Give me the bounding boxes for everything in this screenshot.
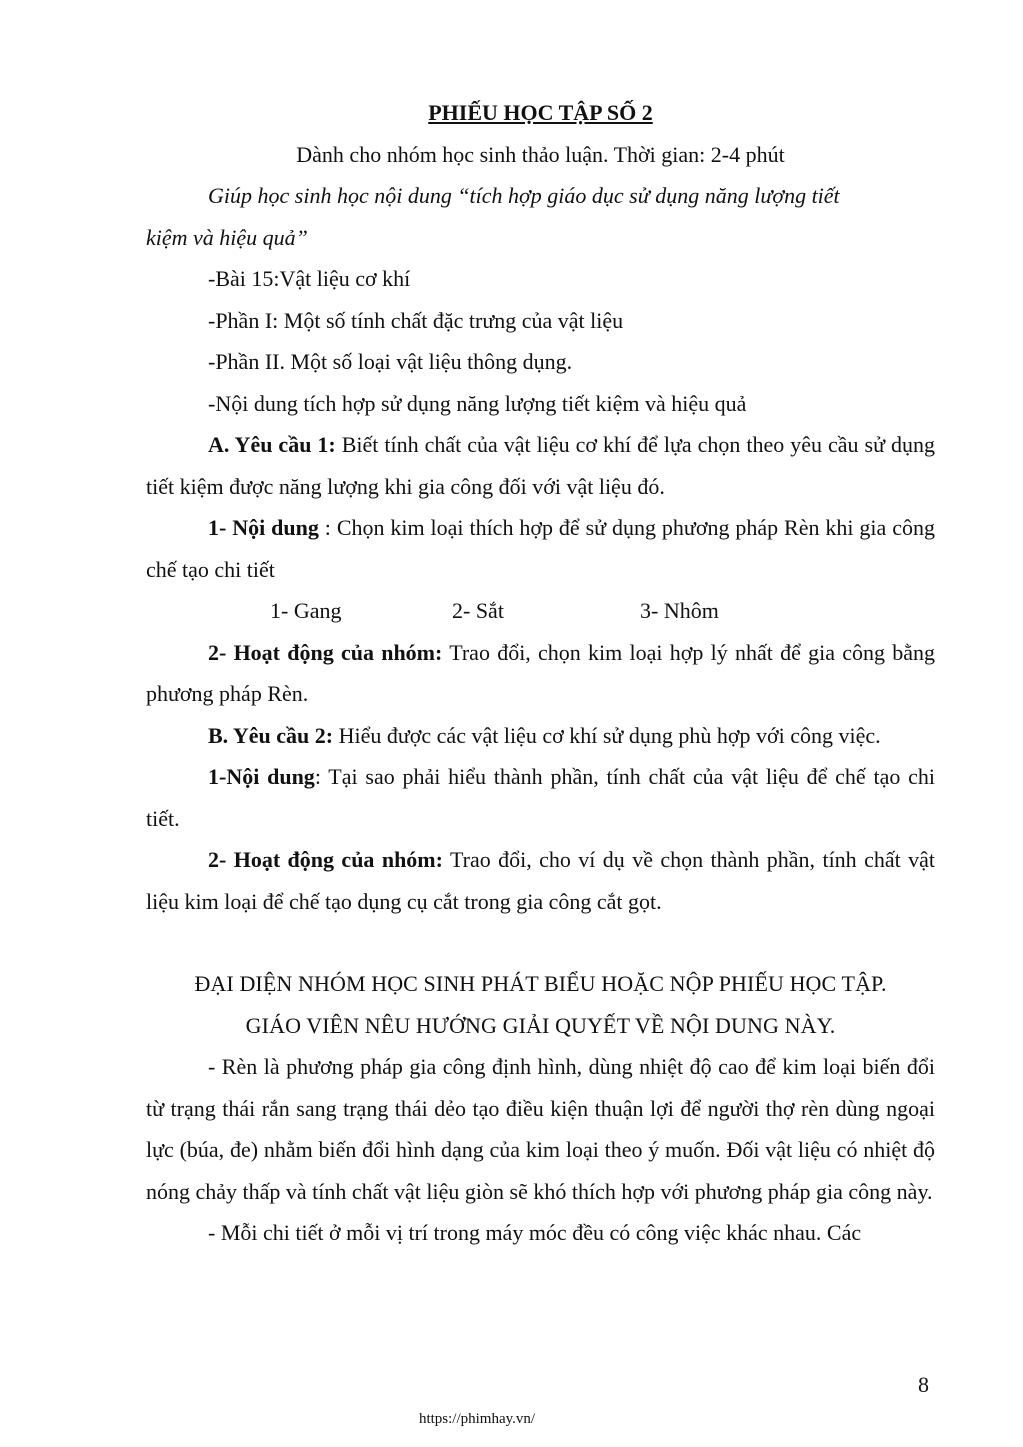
requirement-b-text: Hiểu được các vật liệu cơ khí sử dụng phù hợp với công việc.: [333, 722, 881, 748]
answer-paragraph-1: - Rèn là phương pháp gia công định hình, dùng nhiệt độ cao để kim loại biến đổi từ trạng thái rắn sang trạng thái dẻo tạo điều kiện thuận lợi để người thợ rèn dùng ngoại lực (búa, đe) nhằm biến đổi hình dạng của kim loại theo ý muốn. Đối vật liệu có nhiệt độ nóng chảy thấp và tính chất vật liệu giòn sẽ khó thích hợp với phương pháp gia công này.: [146, 1054, 935, 1204]
choice-iron: 2- Sắt: [452, 598, 504, 623]
list-item-part-1: -Phần I: Một số tính chất đặc trưng của vật liệu: [208, 307, 624, 333]
metal-choices: [146, 590, 935, 632]
worksheet-title: PHIẾU HỌC TẬP SỐ 2: [428, 100, 653, 125]
content-1-paragraph: [146, 507, 935, 590]
content-2-paragraph: [146, 756, 935, 839]
section-heading-line-2: GIÁO VIÊN NÊU HƯỚNG GIẢI QUYẾT VỀ NỘI DUNG NÀY.: [245, 1012, 836, 1038]
activity-1-label: 2- Hoạt động của nhóm:: [208, 639, 443, 665]
intro-line-1: Giúp học sinh học nội dung “tích hợp giáo dục sử dụng năng lượng tiết: [208, 183, 840, 208]
list-item-lesson: -Bài 15:Vật liệu cơ khí: [208, 266, 411, 291]
requirement-b-paragraph: [146, 715, 935, 757]
content-1-label: 1- Nội dung: [208, 515, 319, 540]
activity-2-text: Trao đổi, cho ví dụ về chọn thành phần, tính chất vật liệu kim loại để chế tạo dụng cụ cắt trong gia công cắt gọt.: [146, 847, 935, 914]
activity-1-paragraph: [146, 632, 935, 715]
content-2-label: 1-Nội dung: [208, 764, 315, 789]
list-item-part-2: -Phần II. Một số loại vật liệu thông dụng.: [208, 349, 573, 374]
requirement-b-label: B. Yêu cầu 2:: [208, 722, 334, 748]
requirement-a-text: Biết tính chất của vật liệu cơ khí để lựa chọn theo yêu cầu sử dụng tiết kiệm được năng lượng khi gia công đối với vật liệu đó.: [146, 432, 936, 499]
requirement-a-paragraph: [146, 424, 935, 507]
activity-1-text: Trao đổi, chọn kim loại hợp lý nhất để gia công bằng phương pháp Rèn.: [146, 639, 936, 706]
answer-paragraph-2: - Mỗi chi tiết ở mỗi vị trí trong máy móc đều có công việc khác nhau. Các: [208, 1220, 862, 1245]
document-body: [146, 92, 935, 1254]
activity-2-paragraph: [146, 839, 935, 922]
footer-url: https://phimhay.vn/: [418, 1411, 536, 1427]
content-1-text: : Chọn kim loại thích hợp để sử dụng phương pháp Rèn khi gia công chế tạo chi tiết: [146, 515, 935, 582]
section-spacer: [146, 922, 935, 963]
choice-aluminium: 3- Nhôm: [640, 598, 719, 623]
list-item-integration: -Nội dung tích hợp sử dụng năng lượng tiết kiệm và hiệu quả: [208, 390, 747, 416]
worksheet-subtitle: Dành cho nhóm học sinh thảo luận. Thời gian: 2-4 phút: [296, 141, 785, 167]
section-heading-line-1: ĐẠI DIỆN NHÓM HỌC SINH PHÁT BIỂU HOẶC NỘP PHIẾU HỌC TẬP.: [194, 971, 887, 996]
page-number: 8: [918, 1372, 929, 1397]
requirement-a-label: A. Yêu cầu 1:: [208, 432, 336, 457]
activity-2-label: 2- Hoạt động của nhóm:: [208, 847, 443, 872]
choice-cast-iron: 1- Gang: [270, 598, 342, 623]
intro-line-2: kiệm và hiệu quả”: [146, 224, 308, 250]
content-2-text: : Tại sao phải hiểu thành phần, tính chất của vật liệu để chế tạo chi tiết.: [146, 764, 935, 831]
